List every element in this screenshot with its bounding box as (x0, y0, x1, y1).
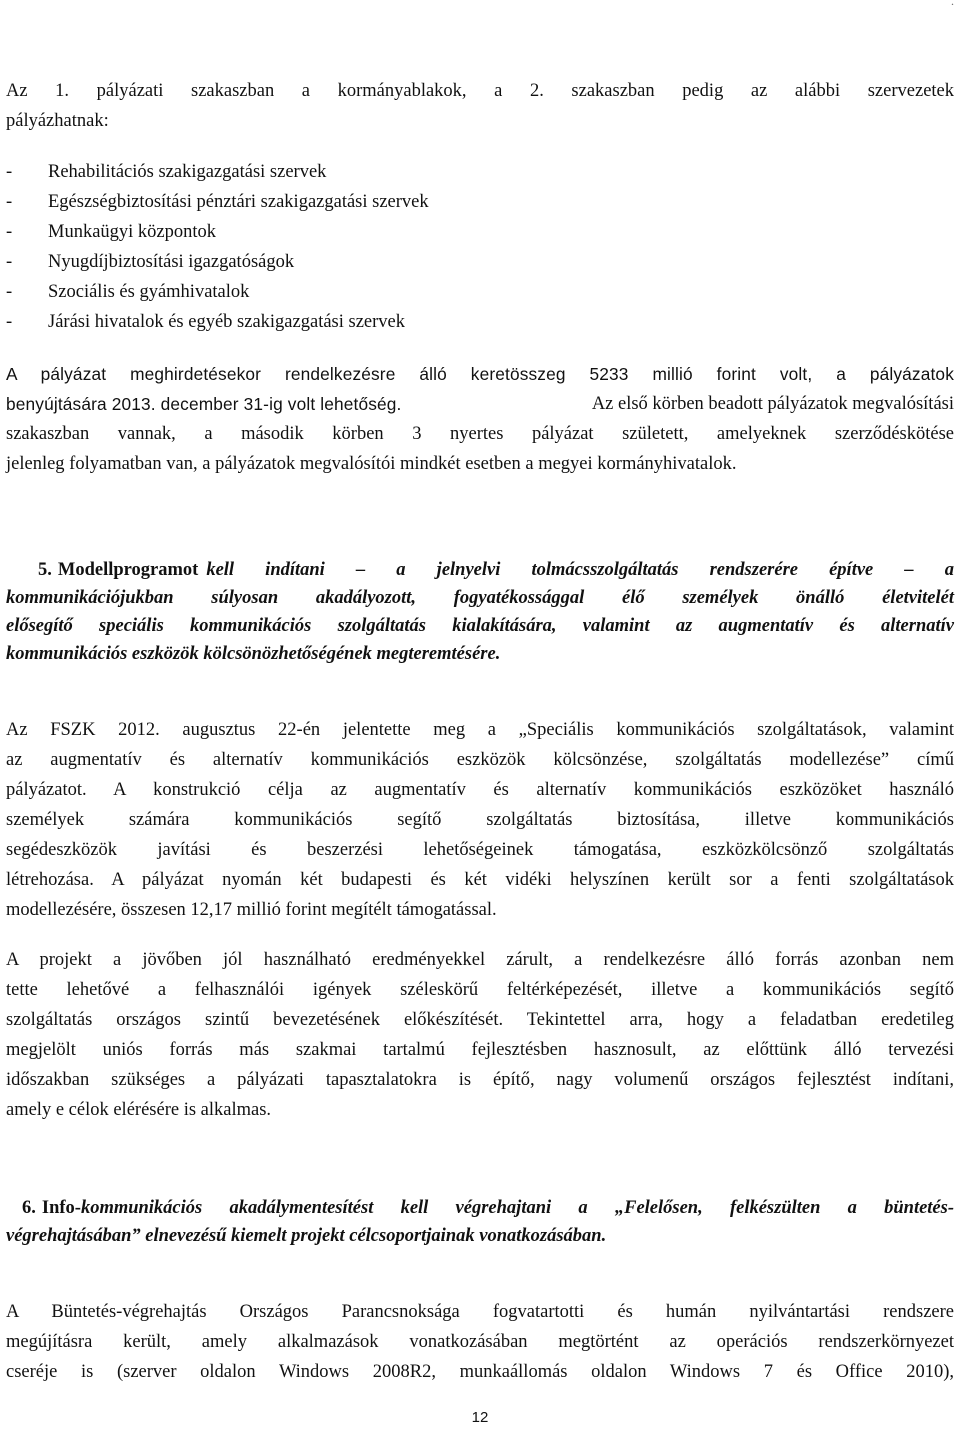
paragraph-1-line-2b: Az első körben beadott pályázatok megvalósítási (591, 394, 954, 414)
paragraph-3-line-4: megjelölt uniós forrás más szakmai tartalmú fejlesztésben hasznosult, az előttünk álló tervezési (6, 1040, 954, 1060)
paragraph-2-line-2: az augmentatív és alternatív kommunikációs eszközök kölcsönzése, szolgáltatás modellezése” című (6, 750, 954, 770)
intro-line-2: pályázhatnak: (6, 111, 109, 131)
list-item-text: Szociális és gyámhivatalok (48, 282, 250, 302)
list-dash: - (6, 312, 13, 332)
section-6-line-2: végrehajtásában” elnevezésű kiemelt projekt célcsoportjainak vonatkozásában. (6, 1226, 607, 1246)
section-5-line-2: kommunikációjukban súlyosan akadályozott, fogyatékossággal élő személyek önálló életvitelét (6, 588, 954, 608)
page-number: 12 (471, 1409, 489, 1426)
section-6-number: 6. Info- (22, 1198, 81, 1218)
section-6-line-1 (22, 1196, 954, 1220)
paragraph-2-line-3: pályázatot. A konstrukció célja az augmentatív és alternatív kommunikációs eszközöket használó (6, 780, 954, 800)
paragraph-3-line-3: szolgáltatás országos szintű bevezetésének előkészítését. Tekintettel arra, hogy a feladatban eredetileg (6, 1010, 954, 1030)
paragraph-2-line-6: létrehozása. A pályázat nyomán két budapesti és két vidéki helyszínen került sor a fenti szolgáltatások (6, 870, 954, 890)
section-5-title-rest: kell indítani – a jelnyelvi tolmácsszolgáltatás rendszerére építve – a (206, 560, 954, 580)
list-dash: - (6, 252, 13, 272)
list-item-text: Rehabilitációs szakigazgatási szervek (48, 162, 327, 182)
list-dash: - (6, 162, 13, 182)
list-item-text: Munkaügyi központok (48, 222, 217, 242)
list-dash: - (6, 222, 13, 242)
paragraph-1-line-1: A pályázat meghirdetésekor rendelkezésre álló keretösszeg 5233 millió forint volt, a pályázatok (6, 364, 954, 384)
section-5-number: 5. Modellprogramot (38, 560, 199, 580)
paragraph-3-line-2: tette lehetővé a felhasználói igények széleskörű feltérképezését, illetve a kommunikációs segítő (6, 980, 954, 1000)
list-item-text: Egészségbiztosítási pénztári szakigazgatási szervek (48, 192, 429, 212)
section-6-bold-word: Info- (41, 1198, 81, 1218)
paragraph-3-line-5: időszakban szükséges a pályázati tapasztalatokra is építő, nagy volumenű országos fejlesztést indítani, (6, 1070, 954, 1090)
paragraph-2-line-4: személyek számára kommunikációs segítő szolgáltatás biztosítása, illetve kommunikációs (6, 810, 954, 830)
list-dash: - (6, 192, 13, 212)
section-5-line-1 (38, 558, 954, 582)
paragraph-4-line-2: megújításra került, amely alkalmazások vonatkozásában megtörtént az operációs rendszerkörnyezet (6, 1332, 954, 1352)
section-6-title-rest: kommunikációs akadálymentesítést kell végrehajtani a „Felelősen, felkészülten a büntetés- (80, 1198, 954, 1218)
paragraph-2-line-5: segédeszközök javítási és beszerzési lehetőségeinek támogatása, eszközkölcsönző szolgáltatás (6, 840, 954, 860)
paragraph-1-line-4: jelenleg folyamatban van, a pályázatok megvalósítói mindkét esetben a megyei kormányhivatalok. (6, 454, 737, 474)
paragraph-1-line-2a: benyújtására 2013. december 31-ig volt lehetőség. (6, 394, 402, 414)
paragraph-4-line-1: A Büntetés-végrehajtás Országos Parancsnoksága fogvatartotti és humán nyilvántartási rendszere (6, 1302, 954, 1322)
list-item-text: Járási hivatalok és egyéb szakigazgatási szervek (48, 312, 406, 332)
section-5-line-3: elősegítő speciális kommunikációs szolgáltatás kialakítására, valamint az augmentatív és alternatív (6, 616, 954, 636)
paragraph-1-line-3: szakaszban vannak, a második körben 3 nyertes pályázat született, amelyeknek szerződéskötése (6, 424, 954, 444)
list-item-text: Nyugdíjbiztosítási igazgatóságok (48, 252, 295, 272)
paragraph-2-line-1: Az FSZK 2012. augusztus 22-én jelentette meg a „Speciális kommunikációs szolgáltatások, valamint (6, 720, 954, 740)
paragraph-3-line-1: A projekt a jövőben jól használható eredményekkel zárult, a rendelkezésre álló forrás azonban nem (6, 950, 954, 970)
paragraph-4-line-3: cseréje is (szerver oldalon Windows 2008R2, munkaállomás oldalon Windows 7 és Office 2010), (6, 1362, 954, 1382)
list-dash: - (6, 282, 13, 302)
corner-mark: . (951, 0, 954, 8)
paragraph-2-line-7: modellezésére, összesen 12,17 millió forint megítélt támogatással. (6, 900, 497, 920)
intro-line-1: Az 1. pályázati szakaszban a kormányablakok, a 2. szakaszban pedig az alábbi szervezetek (6, 81, 954, 101)
section-5-bold-word: Modellprogramot (57, 560, 199, 580)
paragraph-1-line-2 (6, 392, 954, 417)
section-5-line-4: kommunikációs eszközök kölcsönözhetőségének megteremtésére. (6, 644, 501, 664)
paragraph-3-line-6: amely e célok elérésére is alkalmas. (6, 1100, 272, 1120)
